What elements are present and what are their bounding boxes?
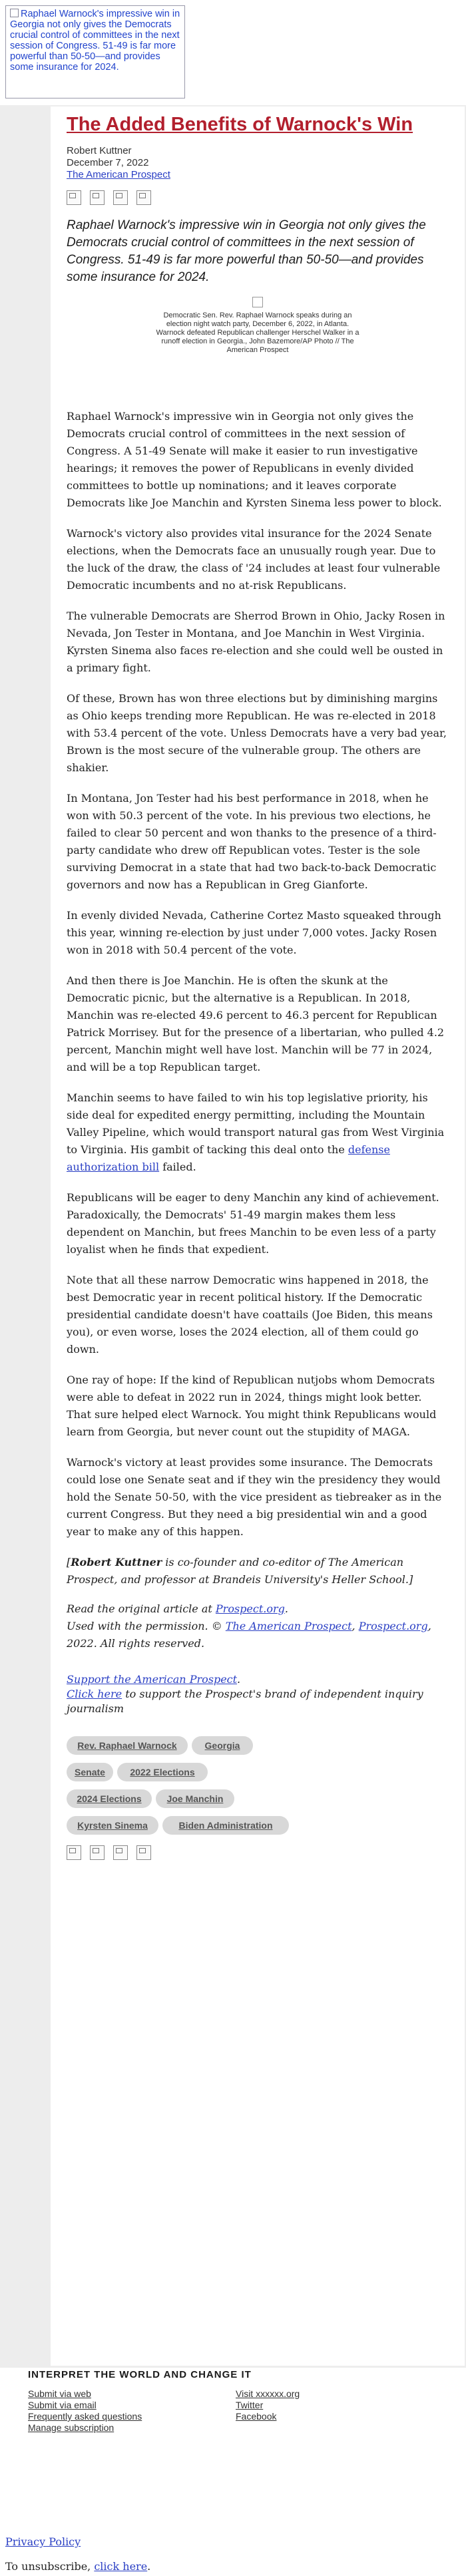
article-photo	[151, 297, 364, 355]
unsubscribe-row: To unsubscribe, click here.	[5, 2560, 151, 2573]
share-image-icon[interactable]	[136, 190, 151, 205]
footer-link-facebook[interactable]: Facebook	[236, 2411, 277, 2422]
hero-image-alt-text: Raphael Warnock's impressive win in Georgia not only gives the Democrats crucial control of committees in the next session of Congress. 51-49 is far more powerful than 50-50—and provides some insurance for 2024.	[10, 9, 180, 73]
paragraph: Of these, Brown has won three elections but by diminishing margins as Ohio keeps trending more Republican. He was re-elected in 2018 with 53.4 percent of the vote. Unless Democrats have a very bad year, Brown is the most secure of the vulnerable group. The others are shakier.	[67, 692, 447, 774]
share-image-icon[interactable]	[113, 190, 128, 205]
footer-links-left	[28, 2388, 142, 2434]
unsubscribe-link[interactable]: click here	[94, 2560, 148, 2573]
paragraph: Manchin seems to have failed to win his top legislative priority, his side deal for expedited energy permitting, including the Mountain Valley Pipeline, which would transport natural gas from West Virginia to Virginia. His gambit of tacking this deal onto the defense authorization bill failed.	[67, 1091, 445, 1173]
permission-link-prospect-org[interactable]: Prospect.org	[358, 1620, 428, 1632]
support-link[interactable]: Support the American Prospect	[67, 1673, 238, 1686]
defense-authorization-bill-link[interactable]: defense authorization bill	[67, 1143, 390, 1173]
click-here-link[interactable]: Click here	[67, 1688, 122, 1700]
article-meta	[67, 145, 449, 181]
paragraph: In Montana, Jon Tester had his best performance in 2018, when he won with 50.3 percent of the vote. In his previous two elections, he failed to clear 50 percent and won thanks to the presence of a third-party candidate who drew off Republican votes. Tester is the sole surviving Democrat in a state that had two back-to-back Democratic governors and now has a Republican in Greg Gianforte.	[67, 792, 437, 891]
source-link[interactable]: The American Prospect	[67, 169, 170, 180]
tag-raphael-warnock[interactable]: Rev. Raphael Warnock	[67, 1736, 188, 1755]
tag-list	[67, 1736, 373, 1843]
social-image-icon[interactable]	[113, 1845, 128, 1860]
footer-link-submit-email[interactable]: Submit via email	[28, 2400, 97, 2410]
paragraph: Raphael Warnock's impressive win in Georgia not only gives the Democrats crucial control of committees in the next session of Congress. A 51-49 Senate will make it easier to run investigative hearings; it removes the power of Republicans in evenly divided committees to bottle up nominations; and it leaves corporate Democrats like Joe Manchin and Kyrsten Sinema less power to block.	[67, 410, 442, 509]
tag-2022-elections[interactable]: 2022 Elections	[117, 1763, 208, 1781]
newsletter-background	[0, 105, 466, 2368]
paragraph: And then there is Joe Manchin. He is often the skunk at the Democratic picnic, but the alternative is a Republican. In 2018, Manchin was re-elected 49.6 percent to 46.3 percent for Republican Patrick Morrisey. But for the presence of a libertarian, who pulled 4.2 percent, Manchin might well have lost. Manchin will be 77 in 2024, and will be a top Republican target.	[67, 974, 445, 1073]
tag-georgia[interactable]: Georgia	[192, 1736, 253, 1755]
permission-link-prospect[interactable]: The American Prospect	[225, 1620, 352, 1632]
footer-link-manage-subscription[interactable]: Manage subscription	[28, 2422, 115, 2433]
hero-image-alt[interactable]	[5, 5, 185, 98]
footer-links-right	[236, 2388, 300, 2422]
photo-caption: Democratic Sen. Rev. Raphael Warnock speaks during an election night watch party, December 6, 2022, in Atlanta. Warnock defeated Republican challenger Herschel Walker in a runoff election in Georgia., John Bazemore/AP Photo // The American Prospect	[156, 311, 359, 354]
article-dek: Raphael Warnock's impressive win in Georgia not only gives the Democrats crucial control of committees in the next session of Congress. 51-49 is far more powerful than 50-50—and provides some insurance for 2024.	[67, 218, 426, 284]
paragraph: Republicans will be eager to deny Manchin any kind of achievement. Paradoxically, the Democrats' 51-49 margin makes them less dependent on Manchin, but frees Manchin to be even less of a party loyalist when he finds that expedient.	[67, 1191, 439, 1256]
paragraph: Warnock's victory at least provides some insurance. The Democrats could lose one Senate seat and if they win the presidency they would hold the Senate 50-50, with the vice president as tiebreaker as in the current Congress. But they need a big presidential win and a good year to make any of this happen.	[67, 1456, 442, 1538]
social-image-icon[interactable]	[67, 1845, 81, 1860]
social-icons	[67, 1845, 465, 1864]
footer	[0, 2369, 466, 2448]
paragraph: The vulnerable Democrats are Sherrod Brown in Ohio, Jacky Rosen in Nevada, Jon Tester in Montana, and Joe Manchin in West Virginia. Kyrsten Sinema also faces re-election and she could well be ousted in a primary fight.	[67, 610, 445, 674]
support-block: Support the American Prospect. Click here to support the Prospect's brand of independent inquiry journalism	[67, 1673, 423, 1715]
broken-image-icon	[252, 297, 263, 307]
privacy-policy-link[interactable]: Privacy Policy	[5, 2535, 81, 2548]
footer-link-faq[interactable]: Frequently asked questions	[28, 2411, 142, 2422]
author: Robert Kuttner	[67, 145, 132, 156]
date: December 7, 2022	[67, 157, 149, 168]
article-title[interactable]: The Added Benefits of Warnock's Win	[67, 114, 413, 135]
paragraph: One ray of hope: If the kind of Republican nutjobs whom Democrats were able to defeat in 2022 run in 2024, things might look better. That sure helped elect Warnock. You might think Republicans would learn from Georgia, but never count out the stupidity of MAGA.	[67, 1374, 437, 1438]
share-icons	[67, 190, 449, 209]
share-image-icon[interactable]	[90, 190, 105, 205]
footer-heading: INTERPRET THE WORLD AND CHANGE IT	[28, 2369, 252, 2380]
paragraph: Note that all these narrow Democratic wins happened in 2018, the best Democratic year in recent political history. If the Democratic presidential candidate doesn't have coattails (Joe Biden, this means you), or even worse, loses the 2024 election, all of them could go down.	[67, 1274, 433, 1356]
tag-2024-elections[interactable]: 2024 Elections	[67, 1789, 152, 1808]
tag-kyrsten-sinema[interactable]: Kyrsten Sinema	[67, 1816, 158, 1835]
author-bio: [Robert Kuttner is co-founder and co-editor of The American Prospect, and professor at Brandeis University's Heller School.]	[67, 1556, 413, 1586]
footer-link-submit-web[interactable]: Submit via web	[28, 2388, 91, 2399]
social-image-icon[interactable]	[90, 1845, 105, 1860]
tag-biden-administration[interactable]: Biden Administration	[162, 1816, 289, 1835]
footer-link-visit-site[interactable]: Visit xxxxxx.org	[236, 2388, 300, 2399]
read-original: Read the original article at Prospect.org. Used with the permission. © The American Prospect, Prospect.org, 2022. All rights reserved.	[67, 1602, 431, 1650]
bio-name: Robert Kuttner	[71, 1556, 162, 1568]
social-image-icon[interactable]	[136, 1845, 151, 1860]
tag-joe-manchin[interactable]: Joe Manchin	[156, 1789, 234, 1808]
paragraph: In evenly divided Nevada, Catherine Cortez Masto squeaked through this year, winning re-election by just under 7,000 votes. Jacky Rosen won in 2018 with 50.4 percent of the vote.	[67, 909, 441, 956]
footer-link-twitter[interactable]: Twitter	[236, 2400, 264, 2410]
read-original-link[interactable]: Prospect.org	[215, 1602, 285, 1615]
article-card	[51, 106, 465, 2366]
share-image-icon[interactable]	[67, 190, 81, 205]
paragraph: Warnock's victory also provides vital insurance for the 2024 Senate elections, when the Democrats face an unusually rough year. Due to the luck of the draw, the class of '24 includes at least four vulnerable Democratic incumbents and no at-risk Republicans.	[67, 527, 441, 592]
tag-senate[interactable]: Senate	[67, 1763, 113, 1781]
privacy-row	[5, 2535, 81, 2548]
broken-image-icon	[10, 9, 19, 17]
